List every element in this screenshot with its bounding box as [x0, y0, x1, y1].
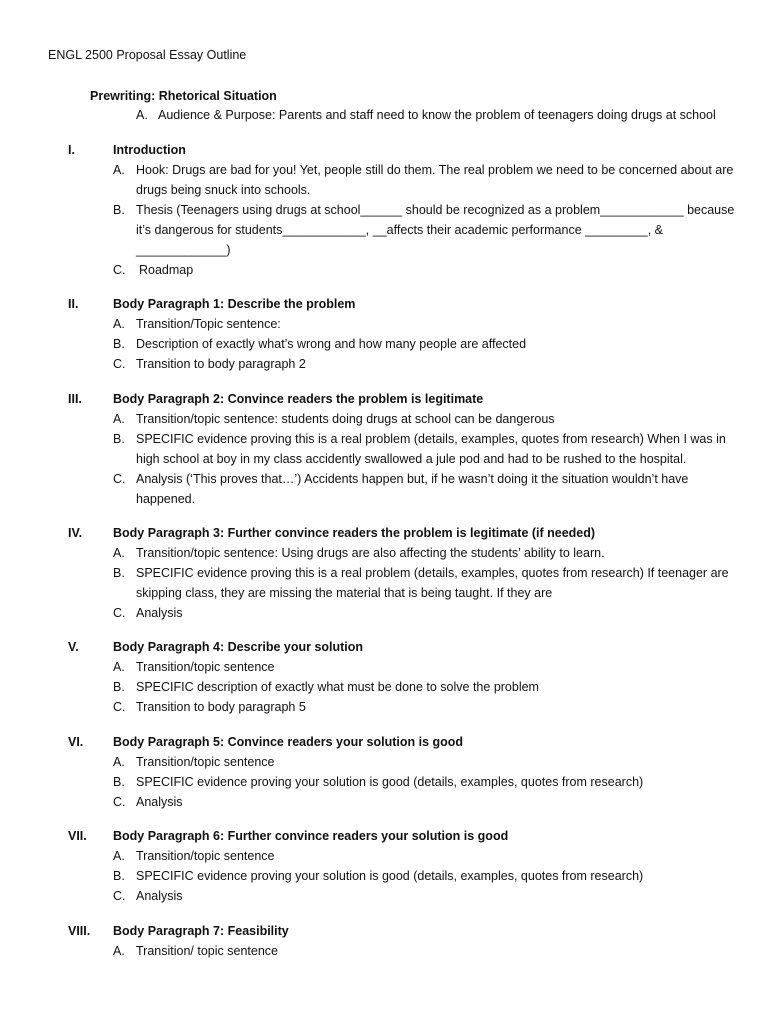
document-title: ENGL 2500 Proposal Essay Outline	[48, 48, 247, 62]
outline-item-marker: A.	[113, 546, 125, 560]
outline-item-marker: C.	[113, 263, 126, 277]
section-heading: Body Paragraph 5: Convince readers your solution is good	[113, 735, 464, 749]
outline-item-text: Analysis	[136, 795, 183, 809]
section-number: I.	[68, 143, 75, 157]
section-number: III.	[68, 392, 82, 406]
outline-item-marker: B.	[113, 566, 125, 580]
outline-item-marker: A.	[113, 163, 125, 177]
outline-item-marker: B.	[113, 869, 125, 883]
outline-item-text: Roadmap	[139, 263, 194, 277]
outline-item-marker: C.	[113, 795, 126, 809]
section-heading: Body Paragraph 4: Describe your solution	[113, 640, 364, 654]
outline-item-marker: A.	[113, 944, 125, 958]
outline-item-text: Transition/topic sentence: Using drugs are also affecting the students’ ability to learn.	[136, 546, 605, 560]
outline-item-text: Transition/topic sentence	[136, 849, 275, 863]
outline-item-text: Thesis (Teenagers using drugs at school______ should be recognized as a problem____________ because it’s dangerous for students____________, __affects their academic performance _________, & _____________)	[136, 203, 735, 257]
section-number: VIII.	[68, 924, 91, 938]
section-heading: Body Paragraph 7: Feasibility	[113, 924, 289, 938]
outline-item-marker: B.	[113, 203, 125, 217]
outline-item-text: Description of exactly what’s wrong and how many people are affected	[136, 337, 527, 351]
outline-item-text: SPECIFIC description of exactly what must be done to solve the problem	[136, 680, 539, 694]
section-number: II.	[68, 297, 79, 311]
section-heading: Body Paragraph 6: Further convince readers your solution is good	[113, 829, 509, 843]
outline-item-marker: A.	[113, 755, 125, 769]
section-number: IV.	[68, 526, 83, 540]
outline-item-marker: C.	[113, 700, 126, 714]
outline-item-text: Transition/ topic sentence	[136, 944, 278, 958]
section-number: VII.	[68, 829, 87, 843]
outline-item-text: SPECIFIC evidence proving this is a real problem (details, examples, quotes from research) If teenager are skipping class, they are missing the material that is being taught. If they are	[136, 566, 729, 600]
outline-item-text: SPECIFIC evidence proving your solution is good (details, examples, quotes from research)	[136, 775, 644, 789]
outline-item-text: SPECIFIC evidence proving your solution is good (details, examples, quotes from research)	[136, 869, 644, 883]
outline-item-text: SPECIFIC evidence proving this is a real problem (details, examples, quotes from research) When I was in high school at boy in my class accidently swallowed a jule pod and had to be rushed to the hospital.	[136, 432, 726, 466]
outline-item-marker: B.	[113, 775, 125, 789]
section-number: V.	[68, 640, 79, 654]
outline-item-text: Hook: Drugs are bad for you! Yet, people still do them. The real problem we need to be concerned about are drugs being snuck into schools.	[136, 163, 734, 197]
outline-item-marker: A.	[113, 412, 125, 426]
prewriting-item-text: Audience & Purpose: Parents and staff need to know the problem of teenagers doing drugs at school	[158, 108, 716, 122]
outline-item-marker: B.	[113, 337, 125, 351]
prewriting-item-marker: A.	[136, 108, 148, 122]
prewriting-heading: Prewriting: Rhetorical Situation	[90, 89, 277, 103]
outline-item-marker: B.	[113, 432, 125, 446]
outline-item-marker: C.	[113, 472, 126, 486]
outline-item-text: Transition/topic sentence	[136, 660, 275, 674]
outline-item-marker: C.	[113, 357, 126, 371]
outline-item-text: Transition/Topic sentence:	[136, 317, 281, 331]
section-heading: Introduction	[113, 143, 186, 157]
outline-item-text: Transition to body paragraph 2	[136, 357, 306, 371]
outline-item-marker: A.	[113, 660, 125, 674]
outline-item-marker: A.	[113, 317, 125, 331]
outline-item-marker: B.	[113, 680, 125, 694]
outline-item-text: Transition/topic sentence	[136, 755, 275, 769]
section-heading: Body Paragraph 3: Further convince readers the problem is legitimate (if needed)	[113, 526, 596, 540]
section-number: VI.	[68, 735, 84, 749]
outline-item-marker: C.	[113, 606, 126, 620]
outline-item-text: Analysis	[136, 889, 183, 903]
outline-item-text: Transition/topic sentence: students doing drugs at school can be dangerous	[136, 412, 555, 426]
section-heading: Body Paragraph 1: Describe the problem	[113, 297, 356, 311]
outline-item-text: Analysis (‘This proves that…’) Accidents happen but, if he wasn’t doing it the situation wouldn’t have happened.	[136, 472, 689, 506]
outline-item-marker: C.	[113, 889, 126, 903]
section-heading: Body Paragraph 2: Convince readers the problem is legitimate	[113, 392, 484, 406]
outline-item-text: Analysis	[136, 606, 183, 620]
outline-item-marker: A.	[113, 849, 125, 863]
outline-item-text: Transition to body paragraph 5	[136, 700, 306, 714]
